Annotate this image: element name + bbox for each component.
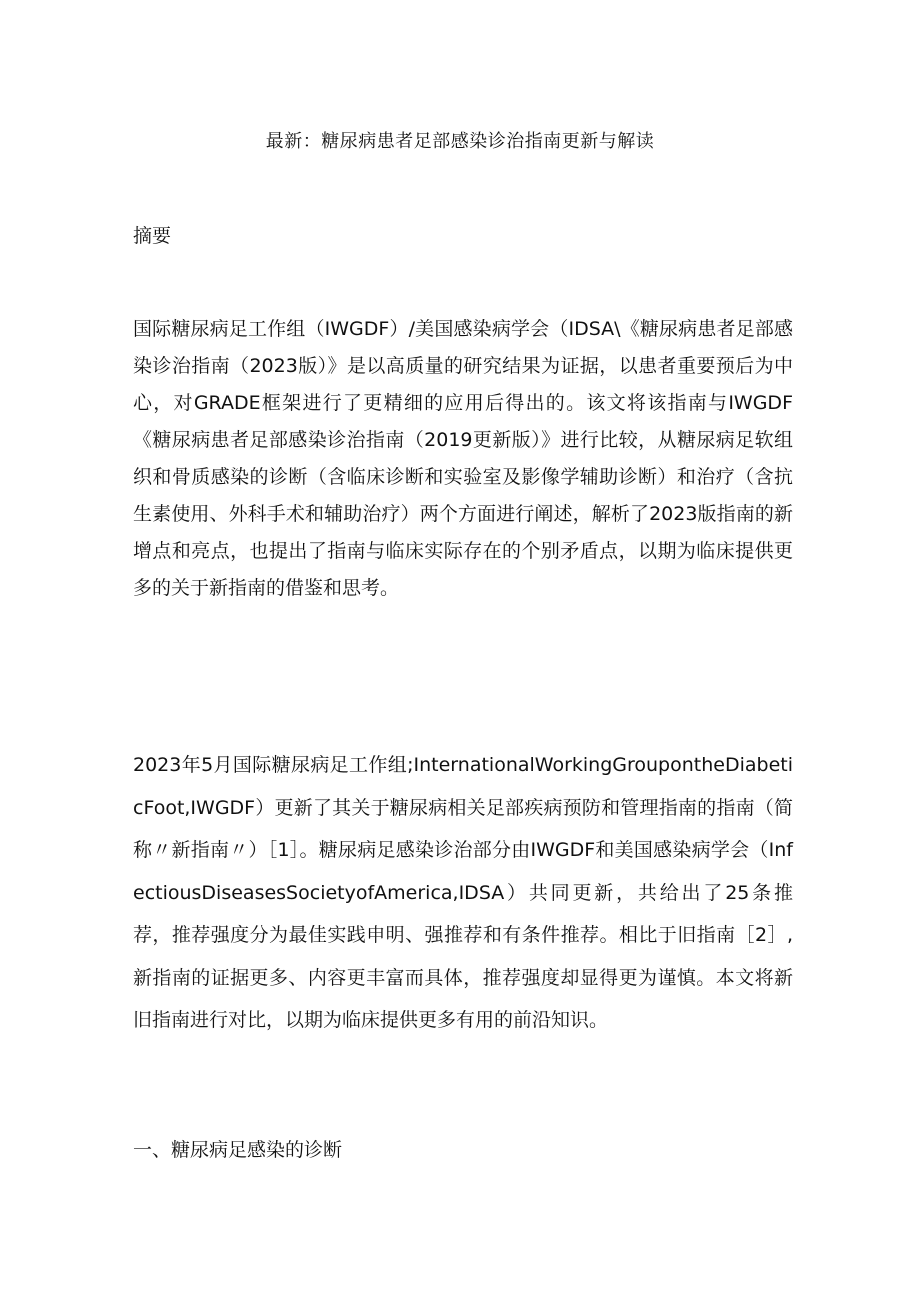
section-heading-diagnosis: 一、糖尿病足感染的诊断 <box>133 1139 343 1161</box>
intro-paragraph: 2023年5月国际糖尿病足工作组;InternationalWorkingGroupontheDiabeticFoot,IWGDF）更新了其关于糖尿病相关足部疾病预防和管理指南的指南（简称〃新指南〃）［1］。糖尿病足感染诊治部分由IWGDF和美国感染病学会（InfectiousDiseasesSocietyofAmerica,IDSA）共同更新，共给出了25条推荐，推荐强度分为最佳实践申明、强推荐和有条件推荐。相比于旧指南［2］,新指南的证据更多、内容更丰富而具体，推荐强度却显得更为谨慎。本文将新旧指南进行对比，以期为临床提供更多有用的前沿知识。 <box>133 754 793 1031</box>
abstract-heading: 摘要 <box>133 225 172 247</box>
abstract-paragraph: 国际糖尿病足工作组（IWGDF）/美国感染病学会（IDSA\《糖尿病患者足部感染诊治指南（2023版）》是以高质量的研究结果为证据，以患者重要预后为中心，对GRADE框架进行了更精细的应用后得出的。该文将该指南与IWGDF《糖尿病患者足部感染诊治指南（2019更新版）》进行比较，从糖尿病足软组织和骨质感染的诊断（含临床诊断和实验室及影像学辅助诊断）和治疗（含抗生素使用、外科手术和辅助治疗）两个方面进行阐述，解析了2023版指南的新增点和亮点，也提出了指南与临床实际存在的个别矛盾点，以期为临床提供更多的关于新指南的借鉴和思考。 <box>133 318 793 599</box>
document-title: 最新：糖尿病患者足部感染诊治指南更新与解读 <box>265 131 655 152</box>
